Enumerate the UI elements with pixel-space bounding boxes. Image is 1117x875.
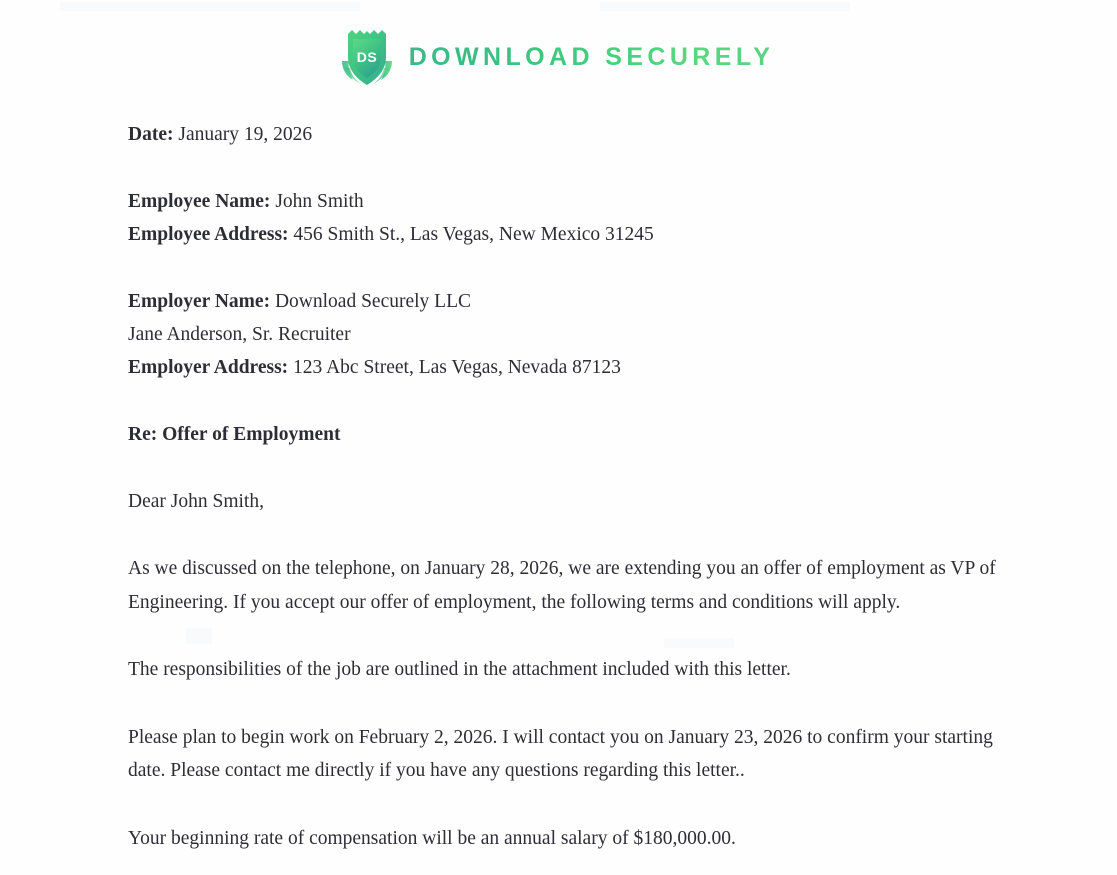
date-value: January 19, 2026 [173,124,313,145]
employee-address-label: Employee Address: [128,224,289,245]
salutation-block [128,485,996,518]
subject-block [128,418,996,451]
employer-name-line [128,285,996,318]
employee-address-value: 456 Smith St., Las Vegas, New Mexico 31245 [288,224,654,245]
date-block [128,118,996,151]
letter-body [128,118,996,855]
employer-block [128,285,996,384]
employee-name-value: John Smith [270,191,364,212]
paragraph: Your beginning rate of compensation will be an annual salary of $180,000.00. [128,827,736,849]
employer-address-label: Employer Address: [128,357,289,378]
letterhead [0,0,1117,92]
employer-name-value: Download Securely LLC [270,291,471,312]
employer-address-value: 123 Abc Street, Las Vegas, Nevada 87123 [288,357,621,378]
employer-name-label: Employer Name: [128,291,271,312]
svg-text:DS: DS [356,49,377,65]
paragraph: As we discussed on the telephone, on January 28, 2026, we are extending you an offer of employment as VP of Engineering. If you accept our offer of employment, the following terms and conditions will apply. [128,558,996,613]
date-label: Date: [128,124,174,145]
paragraph: Please plan to begin work on February 2, 2026. I will contact you on January 23, 2026 to confirm your starting date. Please contact me directly if you have any questions regarding this letter.. [128,726,993,781]
date-line [128,118,996,151]
shield-ds-logo-icon [339,23,395,91]
salutation-line: Dear John Smith, [128,491,264,512]
employer-contact-line: Jane Anderson, Sr. Recruiter [128,324,351,345]
subject-line [128,418,996,451]
employee-name-label: Employee Name: [128,191,271,212]
employee-block [128,185,996,251]
subject-text: Re: Offer of Employment [128,424,341,445]
brand-wordmark: DOWNLOAD SECURELY [409,45,779,70]
employer-address-line [128,351,996,384]
employee-name-line [128,185,996,218]
paragraph: The responsibilities of the job are outlined in the attachment included with this letter. [128,659,791,680]
employee-address-line [128,218,996,251]
